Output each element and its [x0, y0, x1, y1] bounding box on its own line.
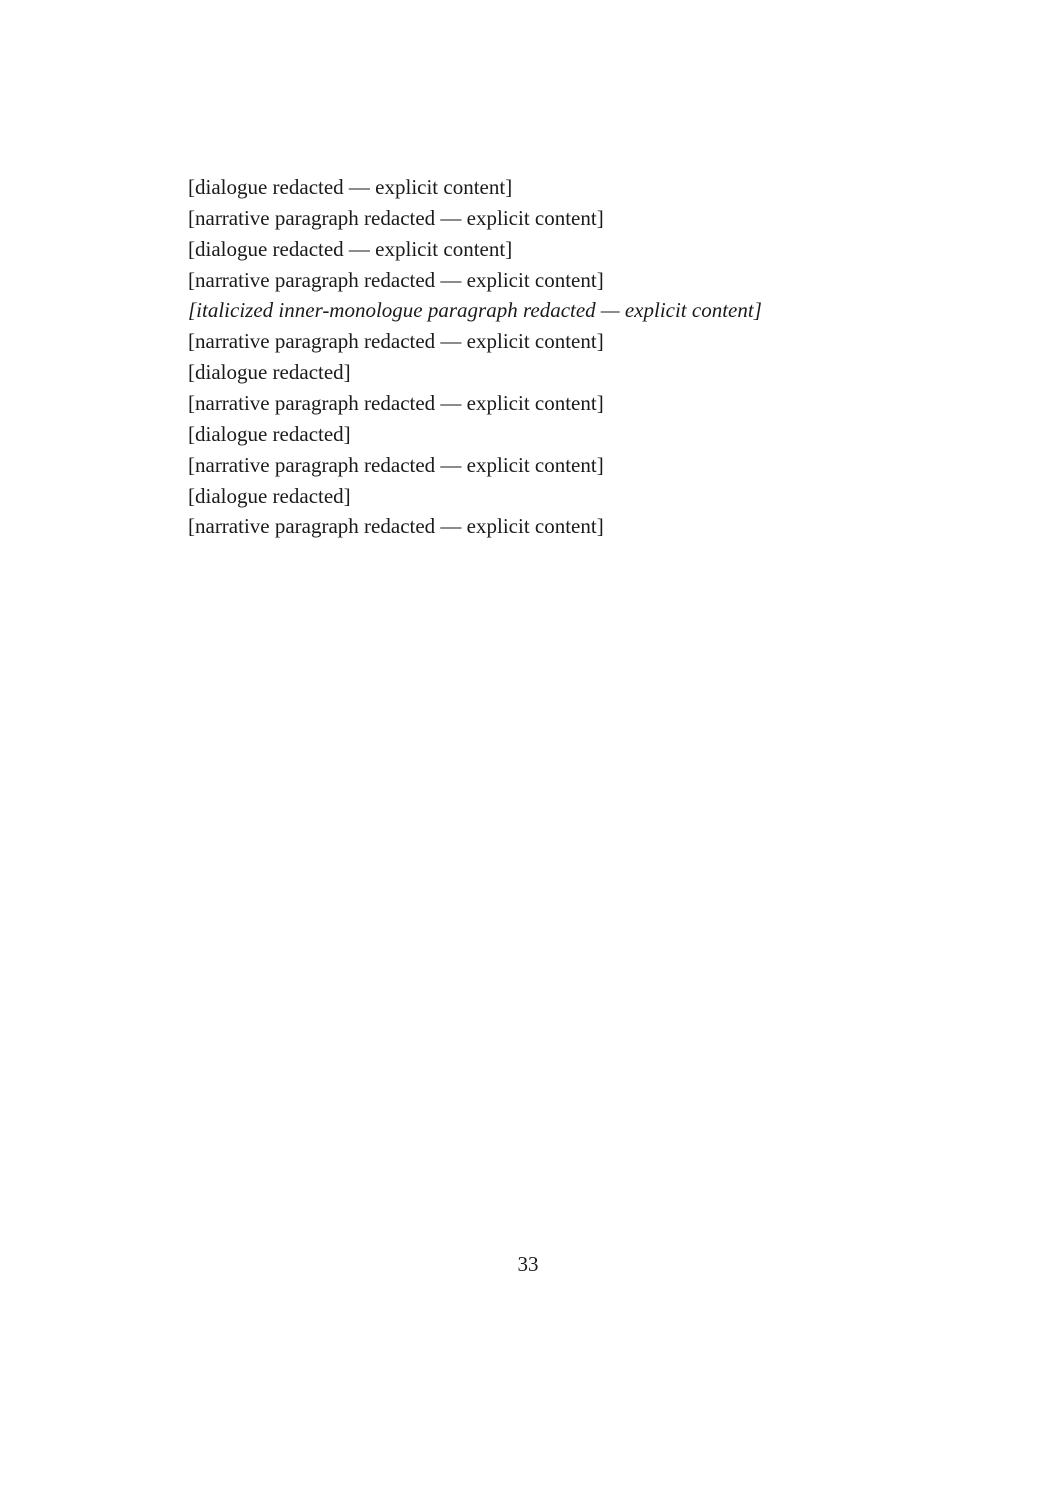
paragraph: [narrative paragraph redacted — explicit content] — [188, 205, 604, 230]
paragraph: [dialogue redacted] — [188, 421, 351, 446]
paragraph: [narrative paragraph redacted — explicit content] — [188, 391, 604, 416]
paragraph: [narrative paragraph redacted — explicit content] — [188, 267, 604, 292]
page-number: 33 — [517, 1252, 539, 1276]
paragraph: [dialogue redacted — explicit content] — [188, 236, 513, 261]
paragraph: [italicized inner-monologue paragraph redacted — explicit content] — [188, 298, 762, 323]
paragraph: [dialogue redacted] — [188, 360, 351, 385]
body-text-block — [160, 172, 908, 542]
paragraph: [narrative paragraph redacted — explicit content] — [188, 452, 604, 477]
paragraph: [dialogue redacted] — [188, 483, 351, 508]
paragraph: [narrative paragraph redacted — explicit content] — [188, 514, 604, 539]
paragraph: [dialogue redacted — explicit content] — [188, 175, 513, 199]
paragraph: [narrative paragraph redacted — explicit content] — [188, 329, 604, 354]
